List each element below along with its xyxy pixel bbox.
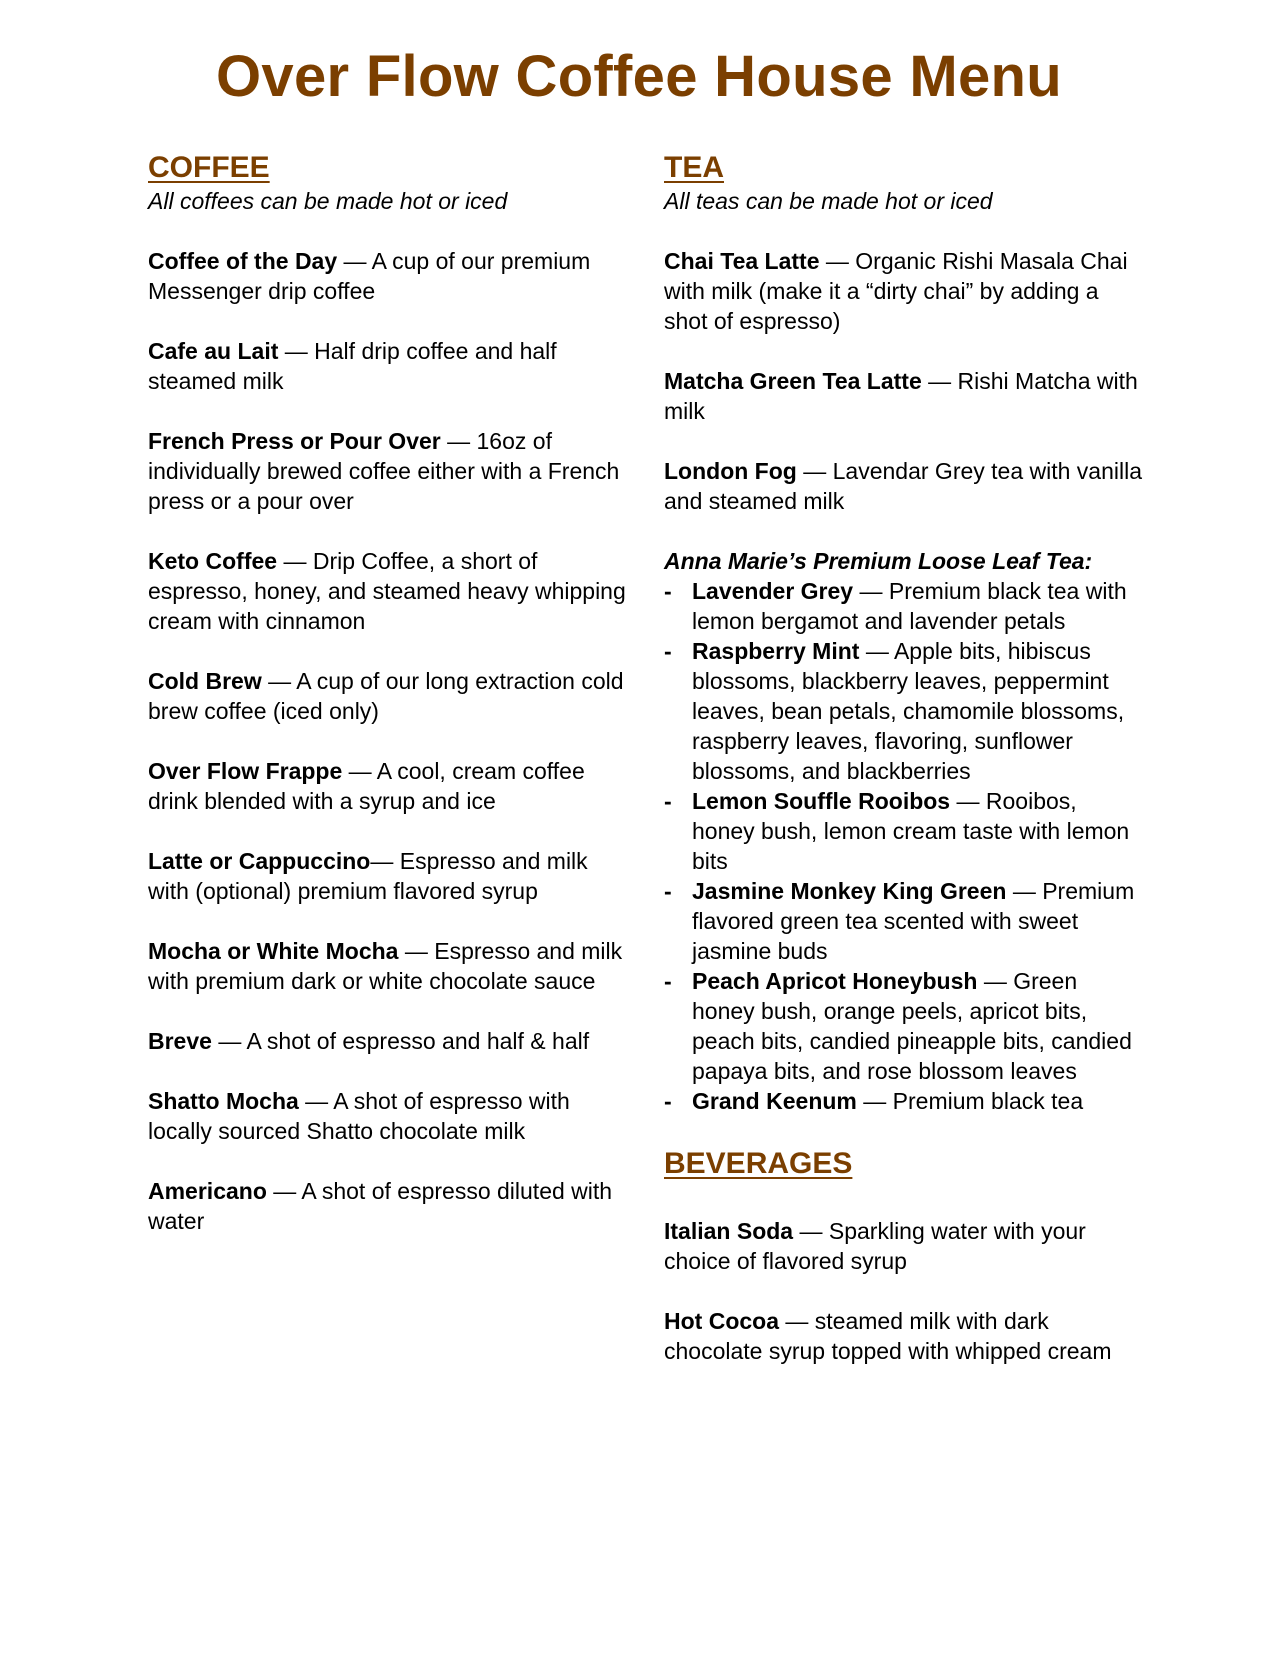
item-name: Peach Apricot Honeybush — [692, 968, 978, 994]
list-item — [664, 786, 1144, 876]
menu-item — [664, 246, 1144, 336]
item-name: Cold Brew — [148, 668, 262, 694]
menu-item — [148, 1086, 628, 1146]
menu-item — [148, 756, 628, 816]
item-description: — Premium black tea with lemon bergamot and lavender petals — [692, 578, 1127, 634]
coffee-column — [148, 150, 628, 1266]
item-description: — Rooibos, honey bush, lemon cream taste with lemon bits — [692, 788, 1130, 874]
item-description: — Organic Rishi Masala Chai with milk (make it a “dirty chai” by adding a shot of espresso) — [664, 248, 1128, 334]
item-description: — 16oz of individually brewed coffee either with a French press or a pour over — [148, 428, 620, 514]
item-name: Matcha Green Tea Latte — [664, 368, 922, 394]
item-name: Breve — [148, 1028, 212, 1054]
item-description: — Espresso and milk with premium dark or white chocolate sauce — [148, 938, 623, 994]
list-item — [664, 576, 1144, 636]
item-name: Americano — [148, 1178, 267, 1204]
list-item — [664, 636, 1144, 786]
item-name: Jasmine Monkey King Green — [692, 878, 1007, 904]
tea-subtitle: All teas can be made hot or iced — [664, 188, 993, 214]
item-description: — A cup of our premium Messenger drip coffee — [148, 248, 591, 304]
item-name: Coffee of the Day — [148, 248, 338, 274]
menu-item — [148, 426, 628, 516]
coffee-subtitle: All coffees can be made hot or iced — [148, 188, 508, 214]
item-name: London Fog — [664, 458, 797, 484]
menu-item — [148, 1026, 628, 1056]
item-description: — steamed milk with dark chocolate syrup topped with whipped cream — [664, 1308, 1112, 1364]
dash-bullet-icon: - — [664, 578, 672, 604]
menu-item — [664, 456, 1144, 516]
item-description: — Premium flavored green tea scented with sweet jasmine buds — [692, 878, 1135, 964]
item-name: Mocha or White Mocha — [148, 938, 399, 964]
item-description: — Sparkling water with your choice of flavored syrup — [664, 1218, 1086, 1274]
item-description: — A cool, cream coffee drink blended with a syrup and ice — [148, 758, 585, 814]
menu-item — [664, 1216, 1144, 1276]
loose-leaf-heading: Anna Marie’s Premium Loose Leaf Tea: — [664, 548, 1093, 574]
menu-item — [148, 936, 628, 996]
item-name: Over Flow Frappe — [148, 758, 343, 784]
item-description: — Lavendar Grey tea with vanilla and steamed milk — [664, 458, 1143, 514]
menu-item — [148, 336, 628, 396]
list-item — [664, 1086, 1144, 1116]
item-description: — A shot of espresso and half & half — [211, 1028, 590, 1054]
item-name: Chai Tea Latte — [664, 248, 820, 274]
item-description: — Drip Coffee, a short of espresso, honey, and steamed heavy whipping cream with cinnamon — [148, 548, 626, 634]
dash-bullet-icon: - — [664, 968, 672, 994]
dash-bullet-icon: - — [664, 1088, 672, 1114]
item-name: Shatto Mocha — [148, 1088, 299, 1114]
menu-item — [148, 246, 628, 306]
dash-bullet-icon: - — [664, 878, 672, 904]
item-description: — Green honey bush, orange peels, apricot bits, peach bits, candied pineapple bits, candied papaya bits, and rose blossom leaves — [692, 968, 1132, 1084]
menu-item — [148, 546, 628, 636]
tea-column — [664, 150, 1144, 1396]
item-name: Italian Soda — [664, 1218, 794, 1244]
item-description: — Half drip coffee and half steamed milk — [148, 338, 557, 394]
item-description: — Espresso and milk with (optional) premium flavored syrup — [148, 848, 588, 904]
item-description: — Rishi Matcha with milk — [664, 368, 1138, 424]
item-name: Grand Keenum — [692, 1088, 857, 1114]
beverages-heading: BEVERAGES — [664, 1147, 853, 1180]
loose-leaf-list — [664, 576, 1144, 1116]
menu-item — [148, 846, 628, 906]
item-description: — A shot of espresso diluted with water — [148, 1178, 613, 1234]
item-description: — A shot of espresso with locally sourced Shatto chocolate milk — [148, 1088, 570, 1144]
list-item — [664, 876, 1144, 966]
tea-heading: TEA — [664, 151, 724, 184]
item-description: — A cup of our long extraction cold brew coffee (iced only) — [148, 668, 624, 724]
item-name: Lemon Souffle Rooibos — [692, 788, 951, 814]
list-item — [664, 966, 1144, 1086]
menu-item — [148, 1176, 628, 1236]
dash-bullet-icon: - — [664, 638, 672, 664]
item-name: Hot Cocoa — [664, 1308, 779, 1334]
dash-bullet-icon: - — [664, 788, 672, 814]
item-name: Raspberry Mint — [692, 638, 860, 664]
menu-item — [664, 366, 1144, 426]
item-description: — Apple bits, hibiscus blossoms, blackberry leaves, peppermint leaves, bean petals, chamomile blossoms, raspberry leaves, flavoring, sunflower blossoms, and blackberries — [692, 638, 1125, 784]
item-name: French Press or Pour Over — [148, 428, 441, 454]
menu-item — [148, 666, 628, 726]
item-name: Latte or Cappuccino — [148, 848, 371, 874]
page-title: Over Flow Coffee House Menu — [216, 44, 1062, 109]
item-description: — Premium black tea — [856, 1088, 1084, 1114]
coffee-heading: COFFEE — [148, 151, 270, 184]
item-name: Lavender Grey — [692, 578, 854, 604]
item-name: Cafe au Lait — [148, 338, 279, 364]
menu-item — [664, 1306, 1144, 1366]
item-name: Keto Coffee — [148, 548, 278, 574]
